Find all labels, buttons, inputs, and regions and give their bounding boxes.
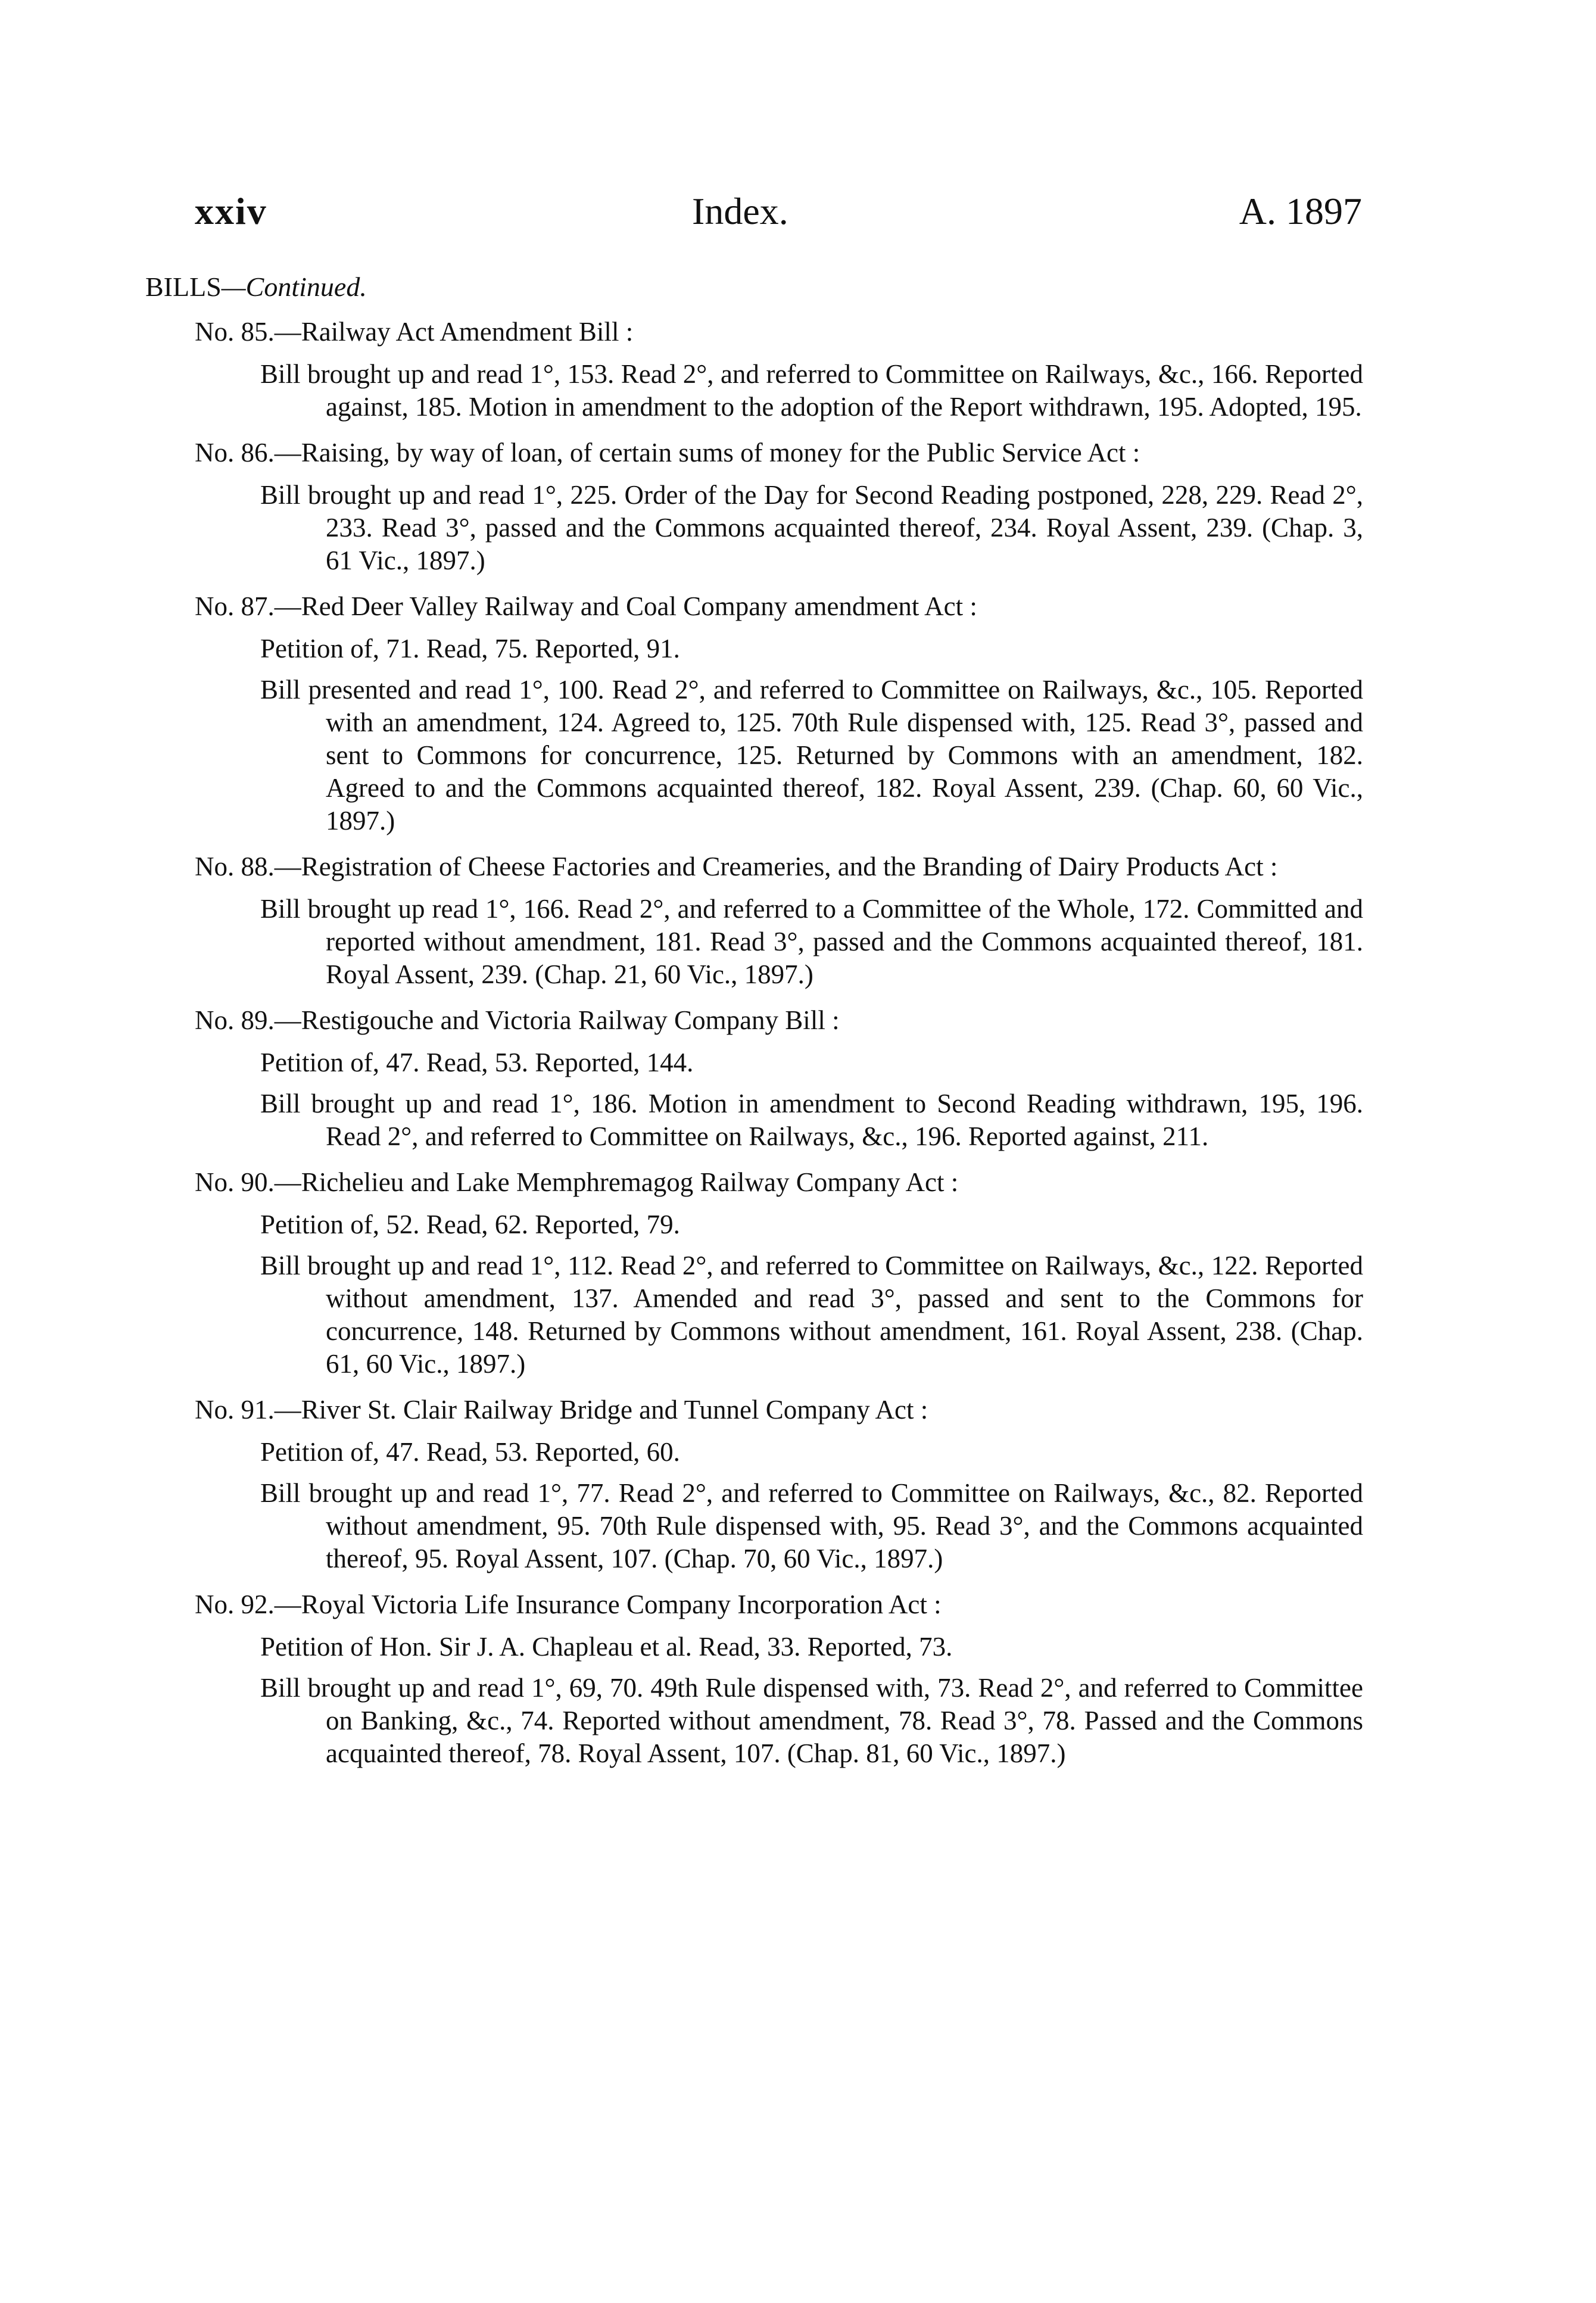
bill-title: No. 88.—Registration of Cheese Factories and Creameries, and the Branding of Dairy Products Act : bbox=[195, 852, 1278, 881]
bill-entry bbox=[195, 1394, 1363, 1575]
page-number: xxiv bbox=[195, 190, 267, 232]
bill-proceedings: Bill brought up read 1°, 166. Read 2°, and referred to a Committee of the Whole, 172. Committed and reported without amendment, 181. Read 3°, passed and the Commons acquainted thereof, 181. Royal Assent, 239. (Chap. 21, 60 Vic., 1897.) bbox=[260, 894, 1363, 989]
bill-entry bbox=[195, 316, 1363, 423]
bill-proceedings: Bill brought up and read 1°, 77. Read 2°, and referred to Committee on Railways, &c., 82. Reported without amendment, 95. 70th Rule dispensed with, 95. Read 3°, and the Commons acquainted thereof, 95. Royal Assent, 107. (Chap. 70, 60 Vic., 1897.) bbox=[260, 1478, 1363, 1573]
bill-proceedings: Bill brought up and read 1°, 112. Read 2°, and referred to Committee on Railways, &c., 122. Reported without amendment, 137. Amended and read 3°, passed and sent to the Commons for concurrence, 148. Returned by Commons without amendment, 161. Royal Assent, 238. (Chap. 61, 60 Vic., 1897.) bbox=[260, 1251, 1363, 1379]
bill-proceedings: Bill brought up and read 1°, 225. Order of the Day for Second Reading postponed, 228, 229. Read 2°, 233. Read 3°, passed and the Commons acquainted thereof, 234. Royal Assent, 239. (Chap. 3, 61 Vic., 1897.) bbox=[260, 480, 1363, 575]
page-title: Index. bbox=[692, 190, 788, 232]
bill-entries bbox=[195, 316, 1363, 1783]
bill-proceedings: Bill brought up and read 1°, 153. Read 2°, and referred to Committee on Railways, &c., 166. Reported against, 185. Motion in amendment to the adoption of the Report withdrawn, 195. Adopted, 195. bbox=[260, 359, 1363, 422]
petition-line: Petition of, 71. Read, 75. Reported, 91. bbox=[260, 634, 680, 663]
petition-line: Petition of, 47. Read, 53. Reported, 60. bbox=[260, 1437, 680, 1467]
bill-entry bbox=[195, 1588, 1363, 1770]
section-label: BILLS bbox=[145, 272, 222, 302]
section-heading bbox=[145, 271, 367, 303]
bill-title: No. 89.—Restigouche and Victoria Railway Company Bill : bbox=[195, 1005, 840, 1035]
page-year: A. 1897 bbox=[1239, 190, 1362, 232]
petition-line: Petition of Hon. Sir J. A. Chapleau et al. Read, 33. Reported, 73. bbox=[260, 1632, 953, 1662]
bill-title: No. 92.—Royal Victoria Life Insurance Company Incorporation Act : bbox=[195, 1590, 942, 1619]
petition-line: Petition of, 52. Read, 62. Reported, 79. bbox=[260, 1210, 680, 1239]
petition-line: Petition of, 47. Read, 53. Reported, 144. bbox=[260, 1048, 694, 1077]
bill-proceedings: Bill brought up and read 1°, 186. Motion in amendment to Second Reading withdrawn, 195, 196. Read 2°, and referred to Committee on Railways, &c., 196. Reported against, 211. bbox=[260, 1089, 1363, 1151]
bill-proceedings: Bill presented and read 1°, 100. Read 2°, and referred to Committee on Railways, &c., 105. Reported with an amendment, 124. Agreed to, 125. 70th Rule dispensed with, 125. Read 3°, passed and sent to Commons for concurrence, 125. Returned by Commons with an amendment, 182. Agreed to and the Commons acquainted thereof, 182. Royal Assent, 239. (Chap. 60, 60 Vic., 1897.) bbox=[260, 675, 1363, 836]
bill-entry bbox=[195, 590, 1363, 837]
bill-title: No. 91.—River St. Clair Railway Bridge and Tunnel Company Act : bbox=[195, 1395, 928, 1425]
bill-entry bbox=[195, 1166, 1363, 1380]
bill-proceedings: Bill brought up and read 1°, 69, 70. 49th Rule dispensed with, 73. Read 2°, and referred to Committee on Banking, &c., 74. Reported without amendment, 78. Read 3°, 78. Passed and the Commons acquainted thereof, 78. Royal Assent, 107. (Chap. 81, 60 Vic., 1897.) bbox=[260, 1673, 1363, 1768]
bill-entry bbox=[195, 1004, 1363, 1153]
bill-title: No. 87.—Red Deer Valley Railway and Coal Company amendment Act : bbox=[195, 591, 977, 621]
bill-title: No. 90.—Richelieu and Lake Memphremagog Railway Company Act : bbox=[195, 1167, 959, 1197]
section-continued: —Continued. bbox=[221, 272, 367, 302]
running-head bbox=[195, 189, 1362, 237]
bill-title: No. 86.—Raising, by way of loan, of certain sums of money for the Public Service Act : bbox=[195, 438, 1140, 468]
bill-title: No. 85.—Railway Act Amendment Bill : bbox=[195, 317, 634, 347]
bill-entry bbox=[195, 437, 1363, 577]
bill-entry bbox=[195, 850, 1363, 991]
